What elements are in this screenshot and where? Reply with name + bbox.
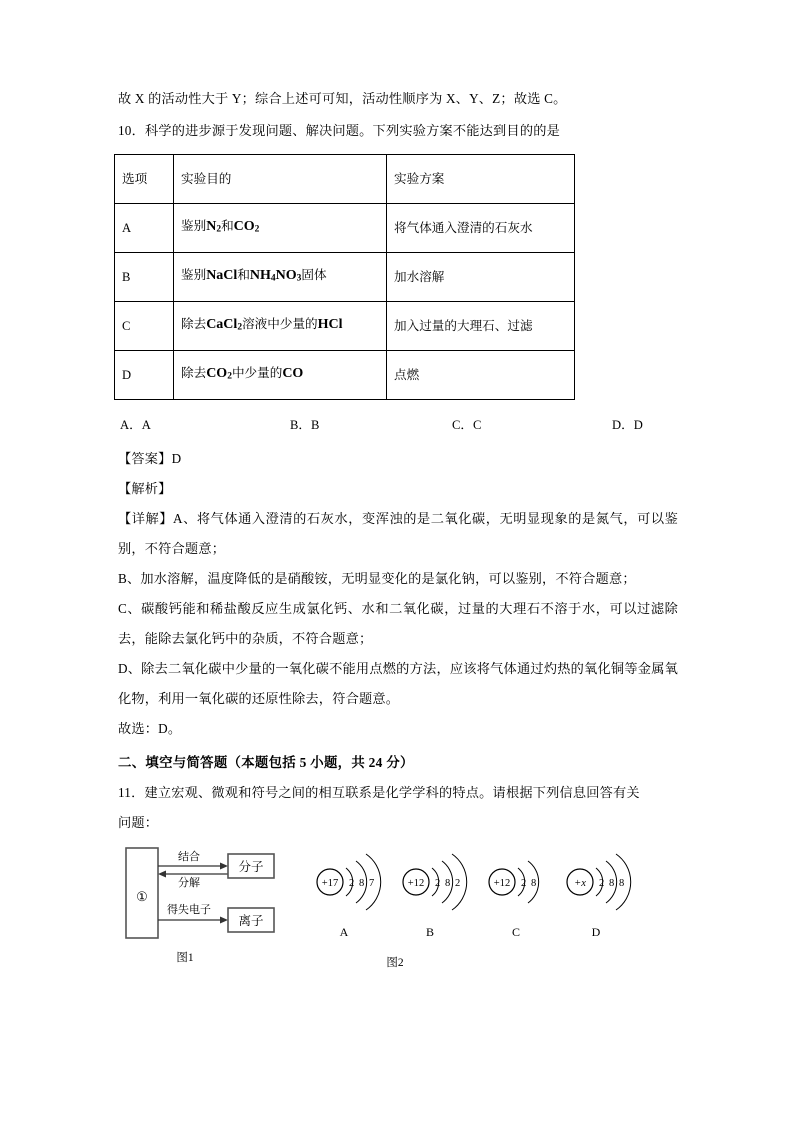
atom-b-nucleus-label: +12 (407, 878, 425, 889)
row-goal-d (174, 351, 387, 400)
header-goal: 实验目的 (174, 155, 387, 204)
arrow-label-combine: 结合 (178, 851, 200, 863)
atom-a-label: A (339, 925, 349, 939)
row-plan-b: 加水溶解 (387, 253, 575, 302)
answer-value: D (171, 451, 182, 466)
figure-2-caption: 图2 (386, 957, 404, 969)
target-label-ion: 离子 (238, 914, 264, 928)
arrow-electron-head (220, 917, 228, 924)
option-b[interactable]: B．B (290, 418, 320, 432)
table-row (115, 253, 575, 302)
atom-a-electrons-3: 7 (369, 878, 375, 889)
conclusion-line: 故选：D。 (118, 721, 182, 736)
atom-a (317, 854, 381, 939)
goal-suffix: 固体 (301, 267, 327, 282)
goal-mid: 和 (221, 218, 234, 233)
table-row (115, 351, 575, 400)
page-content (118, 84, 678, 976)
goal-mid: 溶液中少量的 (242, 316, 318, 331)
atom-b-electrons-1: 2 (435, 878, 441, 889)
row-goal-b (174, 253, 387, 302)
atom-d-electrons-3: 8 (619, 878, 625, 889)
analysis-label: 【解析】 (118, 481, 172, 496)
formula-co2: $CO_2$ (206, 365, 232, 382)
goal-prefix: 鉴别 (181, 218, 207, 233)
atom-c-label: C (511, 925, 521, 939)
answer-label: 【答案】 (118, 451, 172, 466)
atom-d-electrons-1: 2 (599, 878, 605, 889)
formula-nacl: NaCl (206, 267, 238, 283)
option-a[interactable]: A．A (120, 418, 151, 432)
goal-prefix: 鉴别 (181, 267, 207, 282)
atom-b (403, 854, 467, 939)
detail-paragraph-b: B、加水溶解，温度降低的是硝酸铵，无明显变化的是氯化钠，可以鉴别，不符合题意； (118, 571, 636, 586)
formula-co2: $CO_2$ (233, 218, 260, 235)
option-c[interactable]: C．C (452, 418, 482, 432)
atom-a-nucleus-label: +17 (321, 878, 339, 889)
row-plan-d: 点燃 (387, 351, 575, 400)
row-option-d: D (115, 351, 174, 400)
figure-2-svg (308, 848, 668, 953)
atom-c-nucleus-label: +12 (493, 878, 511, 889)
atom-d-nucleus-label: +x (574, 878, 586, 889)
detail-paragraph-a: 【详解】A、将气体通入澄清的石灰水，变浑浊的是二氧化碳，无明显现象的是氮气，可以鉴别，不符合题意； (118, 511, 678, 556)
target-label-molecule: 分子 (238, 860, 264, 874)
goal-prefix: 除去 (181, 316, 207, 331)
row-option-a: A (115, 204, 174, 253)
experiment-plan-table (114, 154, 575, 400)
row-plan-c: 加入过量的大理石、过滤 (387, 302, 575, 351)
atom-d-label: D (591, 925, 601, 939)
answer-options-row (118, 414, 678, 444)
formula-cacl2: CaCl$_2$ (206, 316, 243, 333)
atom-b-electrons-3: 2 (455, 878, 461, 889)
arrow-label-electron: 得失电子 (167, 904, 211, 916)
atom-a-electrons-1: 2 (349, 878, 355, 889)
question-10-stem: 10．科学的进步源于发现问题、解决问题。下列实验方案不能达到目的的是 (118, 123, 560, 138)
atom-a-electrons-2: 8 (359, 878, 365, 889)
question-11-stem-line2: 问题： (118, 815, 159, 830)
formula-co: CO (282, 365, 304, 381)
formula-hcl: HCl (317, 316, 343, 332)
table-row (115, 204, 575, 253)
figures-area (118, 844, 678, 976)
goal-mid: 中少量的 (231, 365, 283, 380)
goal-prefix: 除去 (181, 365, 207, 380)
detail-paragraph-d: D、除去二氧化碳中少量的一氧化碳不能用点燃的方法，应该将气体通过灼热的氧化铜等金属氧化物，利用一氧化碳的还原性除去，符合题意。 (118, 661, 678, 706)
option-d[interactable]: D．D (612, 418, 643, 432)
figure-1-caption: 图1 (176, 952, 194, 964)
table-header-row (115, 155, 575, 204)
table-row (115, 302, 575, 351)
formula-nh4no3: $NH_4NO_3$ (249, 267, 302, 284)
row-option-c: C (115, 302, 174, 351)
question-11-stem-line1: 11．建立宏观、微观和符号之间的相互联系是化学学科的特点。请根据下列信息回答有关 (118, 785, 640, 800)
source-box-label: ① (136, 889, 148, 904)
atom-c-electrons-2: 8 (531, 878, 537, 889)
formula-n2: $N_2$ (206, 218, 222, 235)
detail-paragraph-c: C、碳酸钙能和稀盐酸反应生成氯化钙、水和二氧化碳，过量的大理石不溶于水，可以过滤除去，能除去氯化钙中的杂质，不符合题意； (118, 601, 678, 646)
arrow-decompose-head (158, 871, 166, 878)
header-option: 选项 (115, 155, 174, 204)
answer-line (118, 444, 678, 474)
figure-1-svg (118, 844, 298, 954)
atom-d-electrons-2: 8 (609, 878, 615, 889)
atom-b-electrons-2: 8 (445, 878, 451, 889)
arrow-label-decompose: 分解 (178, 877, 200, 889)
row-plan-a: 将气体通入澄清的石灰水 (387, 204, 575, 253)
section-2-heading: 二、填空与简答题（本题包括 5 小题，共 24 分） (118, 755, 414, 770)
atom-b-label: B (425, 925, 435, 939)
row-goal-a (174, 204, 387, 253)
atom-d (567, 854, 631, 939)
previous-answer-line: 故 X 的活动性大于 Y；综合上述可可知，活动性顺序为 X、Y、Z；故选 C。 (118, 91, 567, 106)
arrow-combine-head (220, 863, 228, 870)
row-goal-c (174, 302, 387, 351)
header-plan: 实验方案 (387, 155, 575, 204)
atom-c-electrons-1: 2 (521, 878, 527, 889)
atom-c (489, 861, 539, 939)
row-option-b: B (115, 253, 174, 302)
goal-mid: 和 (237, 267, 250, 282)
